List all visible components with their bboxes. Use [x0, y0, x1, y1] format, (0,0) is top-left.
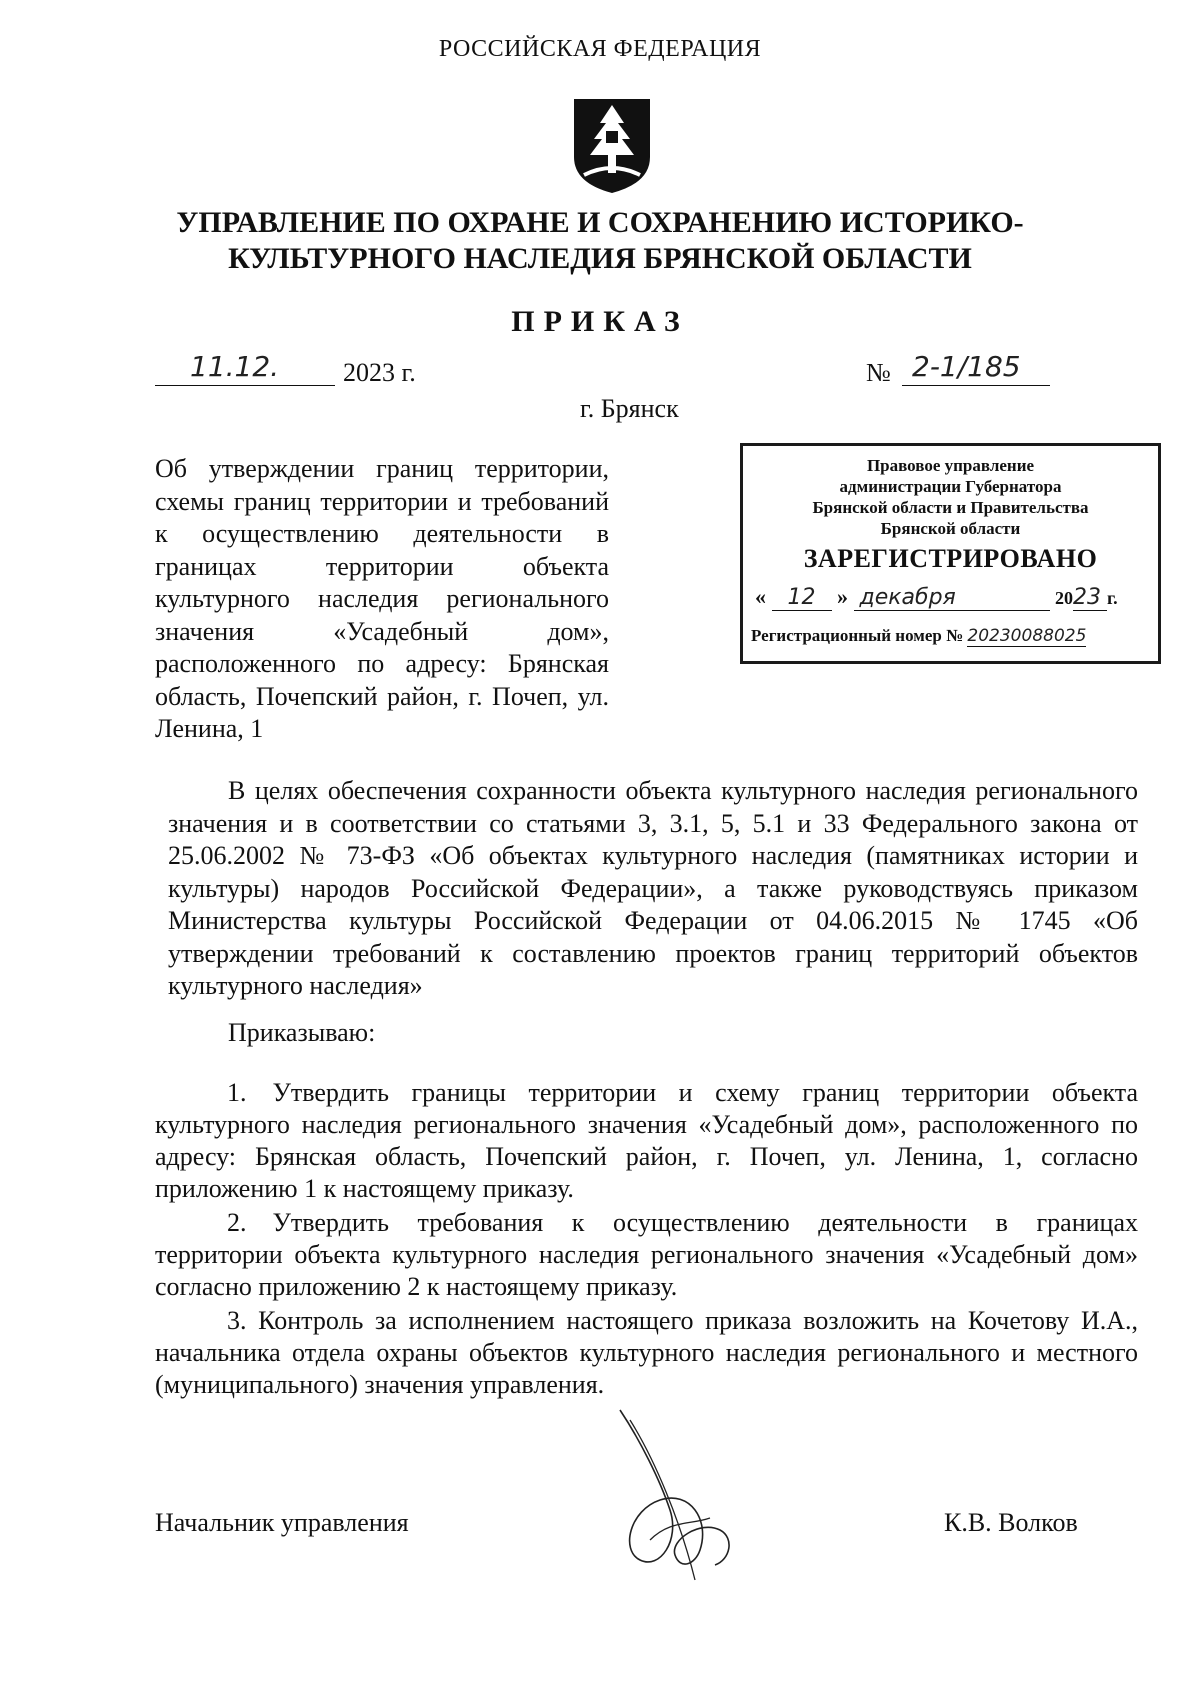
- preamble-paragraph: В целях обеспечения сохранности объекта культурного наследия регионального значения и в соответствии со статьями 3, 3.1, 5, 5.1 и 33 Федерального закона от 25.06.2002 № 73-ФЗ «Об объектах культурного наследия (памятниках истории и культуры) народов Российской Федерации», а также руководствуясь приказом Министерства культуры Российской Федерации от 04.06.2015 № 1745 «Об утверждении требований к составлению проектов границ территорий объектов культурного наследия»: [168, 776, 1138, 1000]
- stamp-reg-number: 20230088025: [967, 626, 1087, 646]
- stamp-line-2: администрации Губернатора: [839, 477, 1062, 496]
- order-item-1: 1. Утвердить границы территории и схему границ территории объекта культурного наследия регионального значения «Усадебный дом», расположенного по адресу: Брянская область, Почепский район, г. Почеп, ул. Ленина, 1, согласно приложению 1 к настоящему приказу.: [155, 1078, 1138, 1203]
- number-handwritten: 2-1/185: [912, 350, 1021, 383]
- stamp-line-1: Правовое управление: [866, 456, 1035, 475]
- signer-name: К.В. Волков: [944, 1508, 1078, 1537]
- stamp-line-3: Брянской области и Правительства: [812, 498, 1089, 517]
- stamp-close-quote: »: [837, 584, 848, 609]
- order-item-2: 2. Утвердить требования к осуществлению деятельности в границах территории объекта культурного наследия регионального значения «Усадебный дом» согласно приложению 2 к настоящему приказу.: [155, 1208, 1138, 1301]
- bryansk-coat-of-arms-icon: [570, 95, 654, 195]
- stamp-reg-label: Регистрационный номер №: [751, 626, 964, 645]
- country-heading: РОССИЙСКАЯ ФЕДЕРАЦИЯ: [438, 36, 762, 62]
- signer-position: Начальник управления: [155, 1508, 409, 1537]
- document-type: ПРИКАЗ: [511, 305, 689, 338]
- stamp-line-4: Брянской области: [880, 519, 1021, 538]
- date-year: 2023 г.: [343, 358, 416, 387]
- stamp-year-unit: г.: [1107, 588, 1118, 608]
- stamp-year-prefix: 20: [1055, 588, 1073, 608]
- organization-name-line1: УПРАВЛЕНИЕ ПО ОХРАНЕ И СОХРАНЕНИЮ ИСТОРИКО-: [176, 206, 1024, 239]
- city: г. Брянск: [580, 394, 679, 423]
- document-subject: Об утверждении границ территории, схемы границ территории и требований к осуществлению деятельности в границах территории объекта культурного наследия регионального значения «Усадебный дом», расположенного по адресу: Брянская область, Почепский район, г. Почеп, ул. Ленина, 1: [155, 454, 609, 743]
- stamp-date: [755, 584, 1152, 614]
- stamp-registration: [751, 626, 1086, 647]
- organization-name: [150, 205, 1050, 277]
- stamp-day: 12: [772, 585, 832, 611]
- date-handwritten: 11.12.: [190, 350, 280, 383]
- registration-stamp: [740, 443, 1161, 664]
- stamp-month: декабря: [854, 585, 1050, 611]
- organization-name-line2: КУЛЬТУРНОГО НАСЛЕДИЯ БРЯНСКОЙ ОБЛАСТИ: [228, 242, 972, 275]
- order-items: [155, 1077, 1138, 1403]
- stamp-open-quote: «: [755, 584, 766, 609]
- stamp-status: ЗАРЕГИСТРИРОВАНО: [803, 544, 1098, 573]
- order-word: Приказываю:: [228, 1018, 376, 1047]
- stamp-year-suffix: 23: [1073, 585, 1107, 611]
- signature: [600, 1400, 760, 1600]
- number-label: №: [866, 358, 891, 387]
- order-item-3: 3. Контроль за исполнением настоящего приказа возложить на Кочетову И.А., начальника отдела охраны объектов культурного наследия регионального и местного (муниципального) значения управления.: [155, 1306, 1138, 1399]
